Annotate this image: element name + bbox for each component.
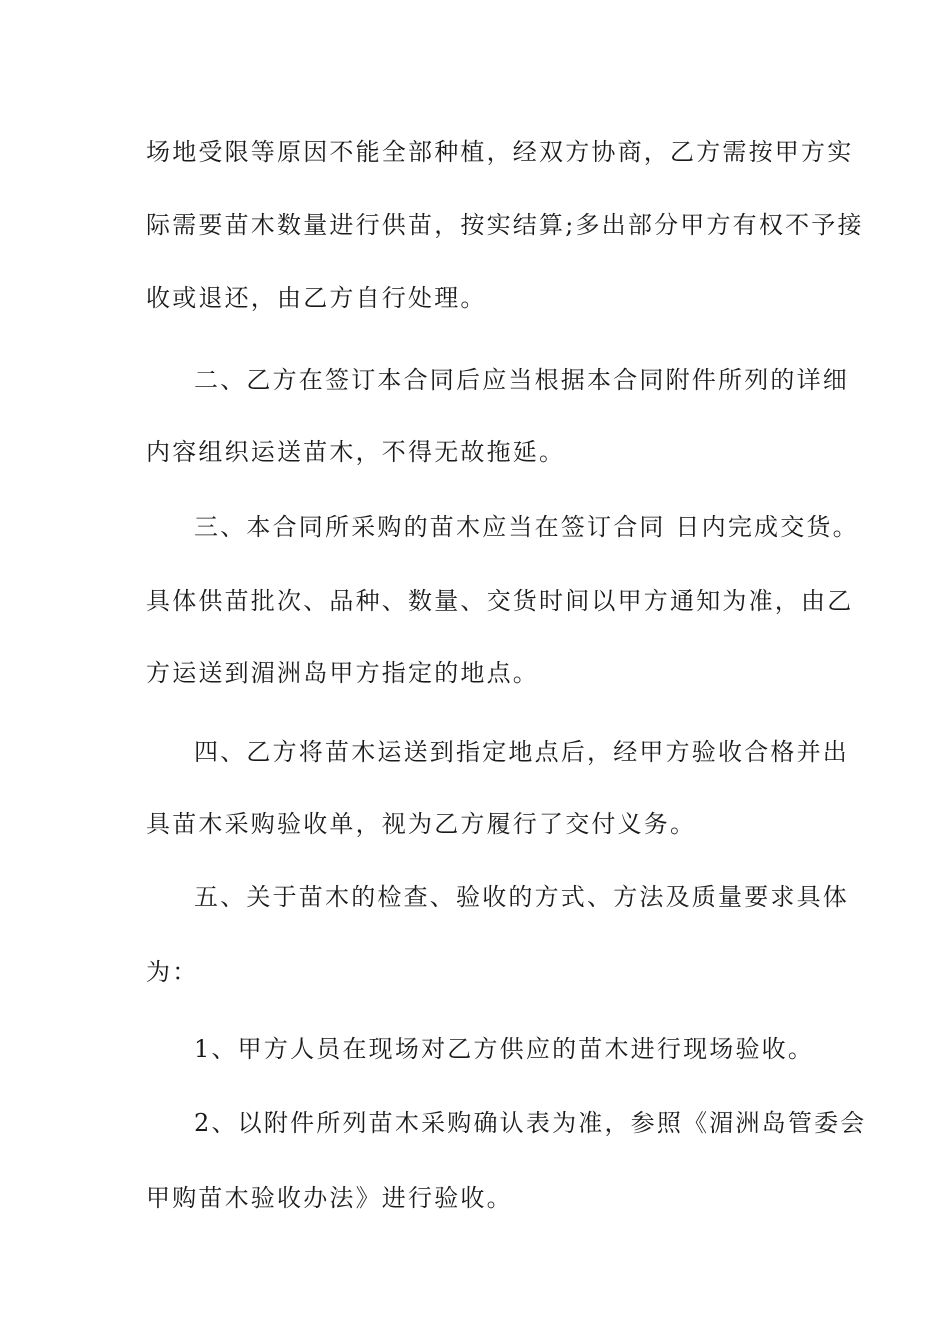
text-line: 四、乙方将苗木运送到指定地点后，经甲方验收合格并出 <box>194 738 849 766</box>
text-line: 内容组织运送苗木，不得无故拖延。 <box>146 438 566 466</box>
text-line: 1、甲方人员在现场对乙方供应的苗木进行现场验收。 <box>194 1035 815 1063</box>
text-line: 场地受限等原因不能全部种植，经双方协商，乙方需按甲方实 <box>146 138 854 166</box>
text-line: 2、以附件所列苗木采购确认表为准，参照《湄洲岛管委会 <box>194 1109 867 1137</box>
text-line: 甲购苗木验收办法》进行验收。 <box>146 1184 513 1212</box>
text-line: 际需要苗木数量进行供苗，按实结算;多出部分甲方有权不予接 <box>146 211 864 239</box>
text-line: 具体供苗批次、品种、数量、交货时间以甲方通知为准，由乙 <box>146 587 854 615</box>
text-line: 具苗木采购验收单，视为乙方履行了交付义务。 <box>146 810 697 838</box>
text-line: 三、本合同所采购的苗木应当在签订合同 日内完成交货。 <box>194 513 859 541</box>
text-line: 二、乙方在签订本合同后应当根据本合同附件所列的详细 <box>194 366 849 394</box>
text-line: 为： <box>146 958 199 986</box>
text-line: 方运送到湄洲岛甲方指定的地点。 <box>146 659 539 687</box>
text-line: 收或退还，由乙方自行处理。 <box>146 284 487 312</box>
text-line: 五、关于苗木的检查、验收的方式、方法及质量要求具体 <box>194 883 849 911</box>
